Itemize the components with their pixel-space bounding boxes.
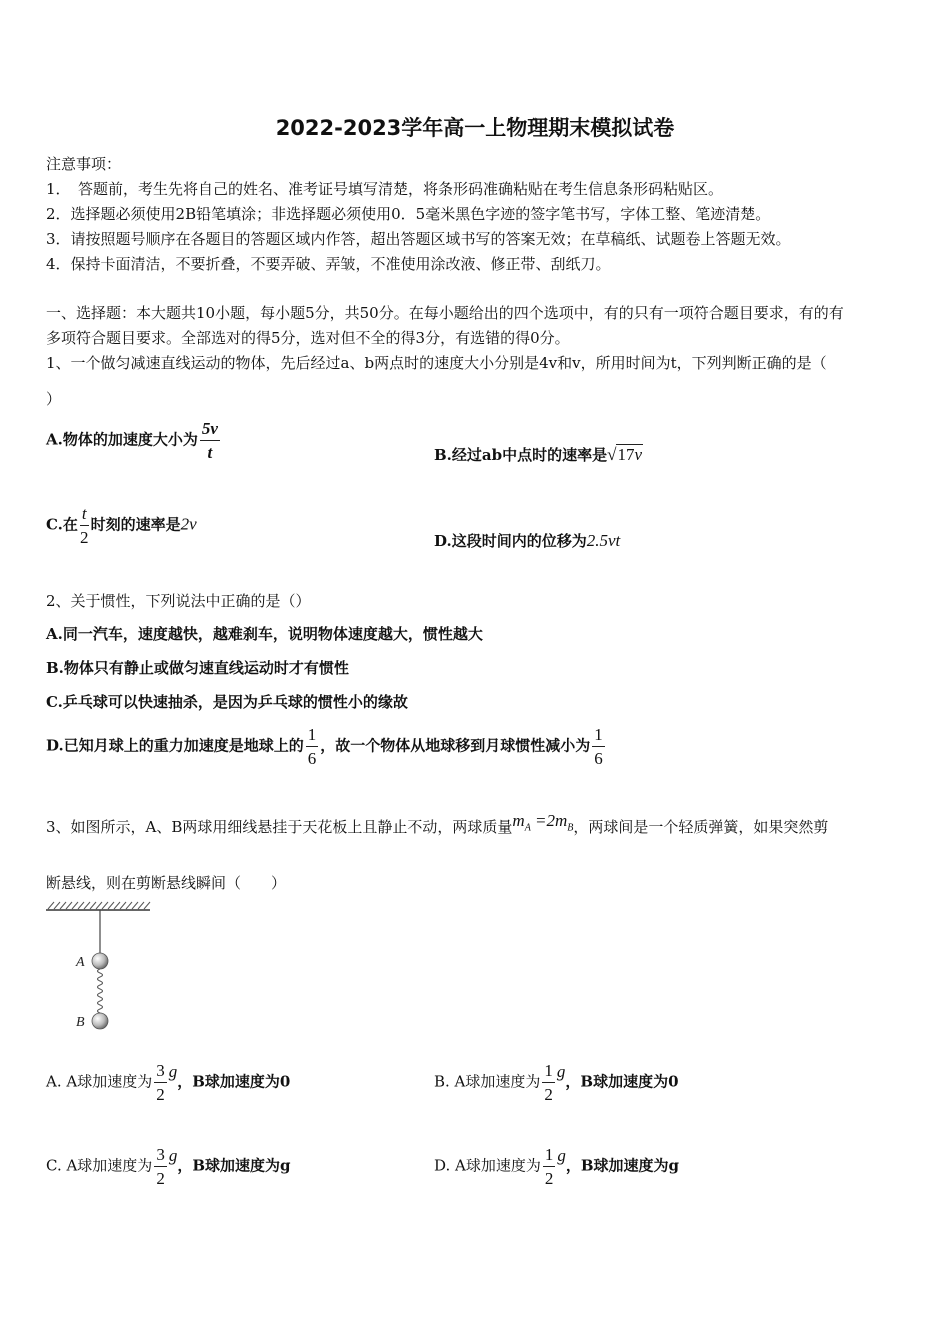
q1-option-a-fraction <box>200 420 220 461</box>
q3-option-c-numerator: 3 <box>154 1146 167 1167</box>
figure-label-b: B <box>76 1015 85 1030</box>
q2-option-b: B.物体只有静止或做匀速直线运动时才有惯性 <box>46 659 349 677</box>
notice-item-2: 2．选择题必须使用2B铅笔填涂；非选择题必须使用0．5毫米黑色字迹的签字笔书写，字体工整、笔迹清楚。 <box>46 205 771 223</box>
q1-option-d <box>434 530 620 551</box>
q3-option-a-pre: A. A球加速度为 <box>46 1072 153 1091</box>
q1-option-c-denominator: 2 <box>80 528 89 547</box>
spring-ball-figure <box>44 900 154 1035</box>
notice-item-1: 1． 答题前，考生先将自己的姓名、准考证号填写清楚，将条形码准确粘贴在考生信息条形码粘贴区。 <box>46 180 724 198</box>
q3-option-b-post: ，B球加速度为0 <box>565 1072 679 1091</box>
q3-option-b-denominator: 2 <box>544 1085 553 1104</box>
q3-option-d-g: g <box>557 1145 566 1165</box>
q3-option-a <box>46 1062 290 1103</box>
notice-heading: 注意事项： <box>46 155 122 173</box>
q2-option-d-pre: D.已知月球上的重力加速度是地球上的 <box>46 736 304 755</box>
q3-option-a-g: g <box>168 1061 178 1081</box>
q3-option-b-numerator: 1 <box>542 1062 555 1083</box>
q3-option-b-pre: B. A球加速度为 <box>434 1072 541 1091</box>
q2-option-d-denominator-2: 6 <box>594 749 603 768</box>
q1-option-d-math: 2.5vt <box>586 531 621 550</box>
q1-stem-line-1: 1、一个做匀减速直线运动的物体，先后经过a、b两点时的速度大小分别是4v和v，所用时间为t，下列判断正确的是（ <box>46 354 827 372</box>
section-heading-line-2: 多项符合题目要求。全部选对的得5分，选对但不全的得3分，有选错的得0分。 <box>46 329 570 347</box>
q2-option-d-mid: ，故一个物体从地球移到月球惯性减小为 <box>320 736 591 755</box>
q3-option-d-denominator: 2 <box>544 1169 554 1188</box>
q3-option-d-fraction <box>543 1146 556 1187</box>
q3-stem-line-2: 断悬线，则在剪断悬线瞬间（ ） <box>46 874 287 892</box>
q1-option-c-math: 2v <box>180 514 197 534</box>
q1-option-a <box>46 420 222 461</box>
q3-option-d-pre: D. A球加速度为 <box>434 1156 541 1175</box>
notice-item-4: 4．保持卡面清洁，不要折叠，不要弄破、弄皱，不准使用涂改液、修正带、刮纸刀。 <box>46 255 611 273</box>
q3-option-b-g: g <box>556 1061 566 1081</box>
q2-stem: 2、关于惯性，下列说法中正确的是（） <box>46 592 311 610</box>
q2-option-d-fraction-2 <box>592 726 605 767</box>
q3-option-c-fraction <box>154 1146 167 1187</box>
q1-option-c-post: 时刻的速率是 <box>90 515 181 534</box>
q1-option-c-fraction <box>80 505 89 546</box>
q3-stem-post: ，两球间是一个轻质弹簧，如果突然剪 <box>573 818 829 836</box>
q3-option-d <box>434 1146 679 1187</box>
page-title: 2022-2023学年高一上物理期末模拟试卷 <box>275 116 675 140</box>
q1-option-c <box>46 505 197 546</box>
q1-stem-line-2: ） <box>46 390 62 408</box>
notice-item-3: 3．请按照题号顺序在各题目的答题区域内作答，超出答题区域书写的答案无效；在草稿纸、试题卷上答题无效。 <box>46 230 791 248</box>
q1-option-c-pre: C.在 <box>46 515 78 534</box>
q3-stem-pre: 3、如图所示，A、B两球用细线悬挂于天花板上且静止不动，两球质量 <box>46 818 513 836</box>
q1-option-d-text: D.这段时间内的位移为 <box>434 532 587 550</box>
q3-option-c-post: ，B球加速度为g <box>177 1156 291 1175</box>
q1-option-a-denominator: t <box>207 443 213 462</box>
q3-option-c-g: g <box>168 1145 178 1165</box>
q3-option-a-fraction <box>154 1062 167 1103</box>
q2-option-c: C.乒乓球可以快速抽杀，是因为乒乓球的惯性小的缘故 <box>46 693 408 711</box>
q1-option-a-text: A.物体的加速度大小为 <box>46 430 198 449</box>
q3-option-b-fraction <box>542 1062 555 1103</box>
q3-stem-line-1 <box>46 811 829 839</box>
q2-option-d-numerator-2: 1 <box>592 726 605 747</box>
q1-option-c-numerator: t <box>80 505 89 526</box>
section-heading-line-1: 一、选择题：本大题共10小题，每小题5分，共50分。在每小题给出的四个选项中，有的只有一项符合题目要求，有的有 <box>46 304 844 322</box>
q2-option-a: A.同一汽车，速度越快，越难刹车，说明物体速度越大，惯性越大 <box>46 625 483 643</box>
q1-option-b-sqrt: √17v <box>607 445 642 464</box>
q3-option-d-numerator: 1 <box>543 1146 556 1167</box>
q1-option-b-radicand: 17 <box>617 445 635 464</box>
q3-option-b <box>434 1062 679 1103</box>
q2-option-d-fraction-1 <box>306 726 319 767</box>
q3-option-a-denominator: 2 <box>156 1085 165 1104</box>
q1-option-b-text: B.经过ab中点时的速率是 <box>434 446 608 464</box>
figure-label-a: A <box>76 955 85 970</box>
q3-option-c-denominator: 2 <box>156 1169 165 1188</box>
q3-option-a-numerator: 3 <box>154 1062 167 1083</box>
q1-option-b-var: v <box>634 445 642 464</box>
q2-option-d-denominator-1: 6 <box>307 749 317 768</box>
q3-option-a-post: ，B球加速度为0 <box>177 1072 291 1091</box>
q3-option-c <box>46 1146 290 1187</box>
q2-option-d <box>46 726 607 767</box>
q3-option-d-post: ，B球加速度为g <box>565 1156 680 1175</box>
q3-mass-expression: $m_A =2m_B$ <box>512 811 574 834</box>
q1-option-a-numerator: 5v <box>200 420 220 441</box>
q2-option-d-numerator-1: 1 <box>306 726 319 747</box>
q1-option-b <box>434 444 643 465</box>
q3-option-c-pre: C. A球加速度为 <box>46 1156 153 1175</box>
